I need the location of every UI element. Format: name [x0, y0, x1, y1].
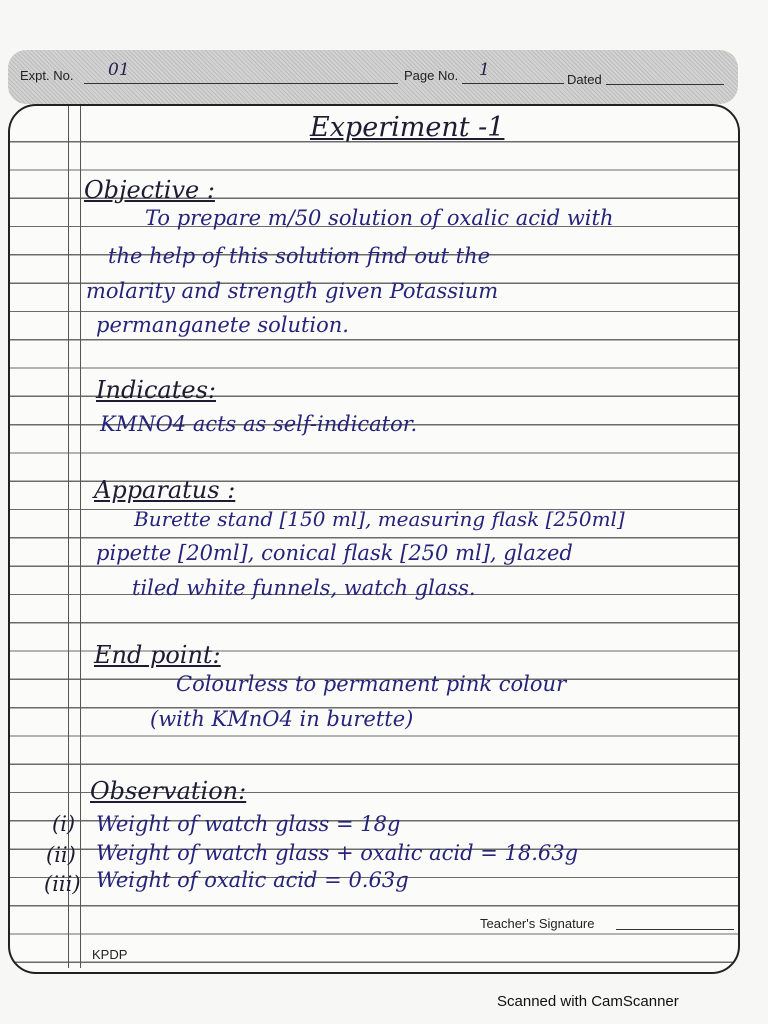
- end-point-line-1: Colourless to permanent pink colour: [176, 672, 567, 696]
- end-point-heading: End point:: [94, 641, 221, 669]
- page-line: [462, 83, 564, 84]
- objective-line-1: To prepare m/50 solution of oxalic acid with: [145, 206, 614, 230]
- objective-heading: Objective :: [84, 176, 215, 204]
- expt-label: Expt. No.: [20, 68, 74, 83]
- observation-num-2: (ii): [46, 843, 76, 867]
- expt-value: 01: [108, 60, 130, 80]
- end-point-line-2: (with KMnO4 in burette): [150, 707, 414, 731]
- objective-line-3: molarity and strength given Potassium: [86, 279, 499, 303]
- observation-item-2: Weight of watch glass + oxalic acid = 18.63g: [96, 841, 579, 865]
- apparatus-heading: Apparatus :: [94, 476, 236, 504]
- objective-line-2: the help of this solution find out the: [108, 244, 491, 268]
- apparatus-line-1: Burette stand [150 ml], measuring flask [250ml]: [134, 507, 625, 531]
- observation-item-3: Weight of oxalic acid = 0.63g: [96, 868, 409, 892]
- indicator-line-1: KMNO4 acts as self-indicator.: [100, 412, 418, 436]
- observation-heading: Observation:: [90, 777, 247, 805]
- brand-mark: KPDP: [92, 947, 128, 962]
- apparatus-line-2: pipette [20ml], conical flask [250 ml], glazed: [96, 541, 573, 565]
- indicator-heading: Indicates:: [96, 376, 216, 404]
- margin-line-outer: [68, 106, 69, 968]
- teacher-signature-line: [616, 929, 734, 930]
- apparatus-line-3: tiled white funnels, watch glass.: [132, 576, 476, 600]
- observation-num-3: (iii): [44, 872, 81, 896]
- observation-num-1: (i): [52, 812, 76, 836]
- margin-line-inner: [80, 106, 81, 968]
- page-label: Page No.: [404, 68, 459, 83]
- page-value: 1: [479, 60, 490, 80]
- expt-line: [84, 83, 398, 84]
- dated-line: [606, 84, 724, 85]
- scanner-watermark: Scanned with CamScanner: [497, 993, 679, 1010]
- observation-item-1: Weight of watch glass = 18g: [96, 812, 401, 836]
- dated-label: Dated: [567, 72, 602, 87]
- page-title: Experiment -1: [310, 112, 505, 143]
- teacher-signature-label: Teacher's Signature: [480, 916, 595, 931]
- objective-line-4: permanganete solution.: [96, 313, 349, 337]
